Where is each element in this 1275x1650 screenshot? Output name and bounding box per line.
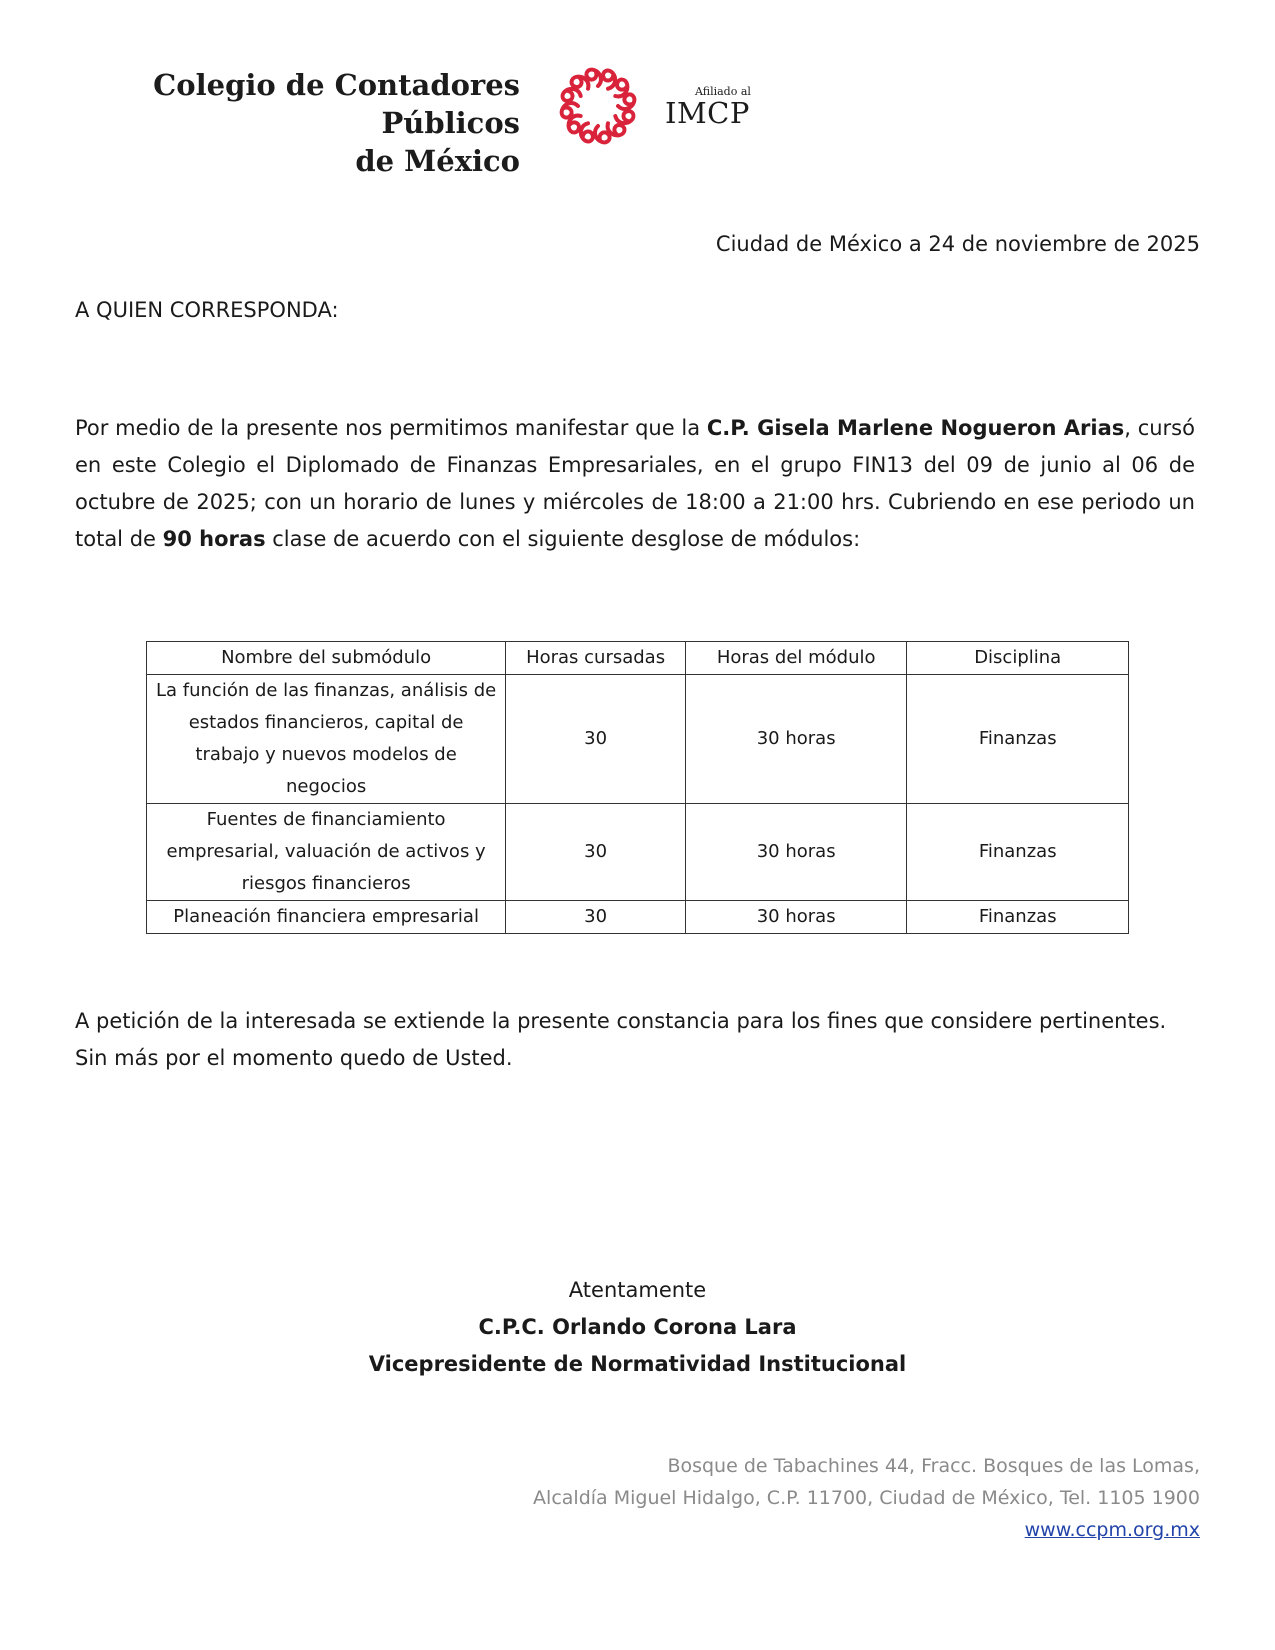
column-header-hours-taken: Horas cursadas [506,642,686,675]
body-paragraph-closing [75,1003,1195,1077]
cell-submodule-name: Fuentes de financiamiento empresarial, valuación de activos y riesgos financieros [147,804,506,901]
cell-hours-taken: 30 [506,901,686,934]
salutation: A QUIEN CORRESPONDA: [75,298,339,322]
cell-discipline: Finanzas [907,675,1129,804]
body-paragraph-intro [75,410,1195,558]
organization-name-line2: de México [355,144,520,178]
cell-hours-taken: 30 [506,675,686,804]
intro-text-a: Por medio de la presente nos permitimos manifestar que la [75,416,707,440]
modules-table [146,641,1129,934]
total-hours: 90 horas [162,527,266,551]
table-row [147,804,1129,901]
column-header-module-hours: Horas del módulo [685,642,906,675]
table-header-row [147,642,1129,675]
table-row [147,675,1129,804]
cell-discipline: Finanzas [907,901,1129,934]
closing-line-2: Sin más por el momento quedo de Usted. [75,1046,513,1070]
intro-text-b: , cursó en este Colegio el Diplomado de Finanzas Empresariales, en el grupo FIN13 del 09 de junio al 06 de octubre de 2025; con un horario de lunes y miércoles de 18:00 a 21:00 hrs. Cubriendo en ese periodo un total de [75,416,1195,551]
address-line2: Alcaldía Miguel Hidalgo, C.P. 11700, Ciudad de México, Tel. 1105 1900 [533,1487,1200,1509]
organization-name-line1: Colegio de Contadores Públicos [153,68,520,140]
table-row [147,901,1129,934]
cell-submodule-name: La función de las finanzas, análisis de estados financieros, capital de trabajo y nuevos modelos de negocios [147,675,506,804]
address-line1: Bosque de Tabachines 44, Fracc. Bosques de las Lomas, [667,1455,1200,1477]
ccpm-logo-icon [548,56,648,156]
column-header-submodule: Nombre del submódulo [147,642,506,675]
cell-discipline: Finanzas [907,804,1129,901]
affiliate-name: IMCP [665,96,750,130]
cell-submodule-name: Planeación financiera empresarial [147,901,506,934]
cell-module-hours: 30 horas [685,804,906,901]
cell-module-hours: 30 horas [685,901,906,934]
affiliate-label: Afiliado al [695,85,751,98]
intro-text-c: clase de acuerdo con el siguiente desglose de módulos: [265,527,861,551]
footer-address [533,1450,1200,1546]
closing-salutation: Atentamente [568,1278,707,1302]
cell-module-hours: 30 horas [685,675,906,804]
imcp-affiliation [665,86,751,128]
column-header-discipline: Disciplina [907,642,1129,675]
signer-name: C.P.C. Orlando Corona Lara [478,1315,797,1339]
closing-line-1: A petición de la interesada se extiende la presente constancia para los fines que considere pertinentes. [75,1009,1167,1033]
website-link[interactable]: www.ccpm.org.mx [1024,1519,1200,1541]
signer-title: Vicepresidente de Normatividad Institucional [368,1352,907,1376]
student-name: C.P. Gisela Marlene Nogueron Arias [706,416,1125,440]
letter-date: Ciudad de México a 24 de noviembre de 2025 [715,232,1200,256]
organization-name [60,66,520,180]
cell-hours-taken: 30 [506,804,686,901]
